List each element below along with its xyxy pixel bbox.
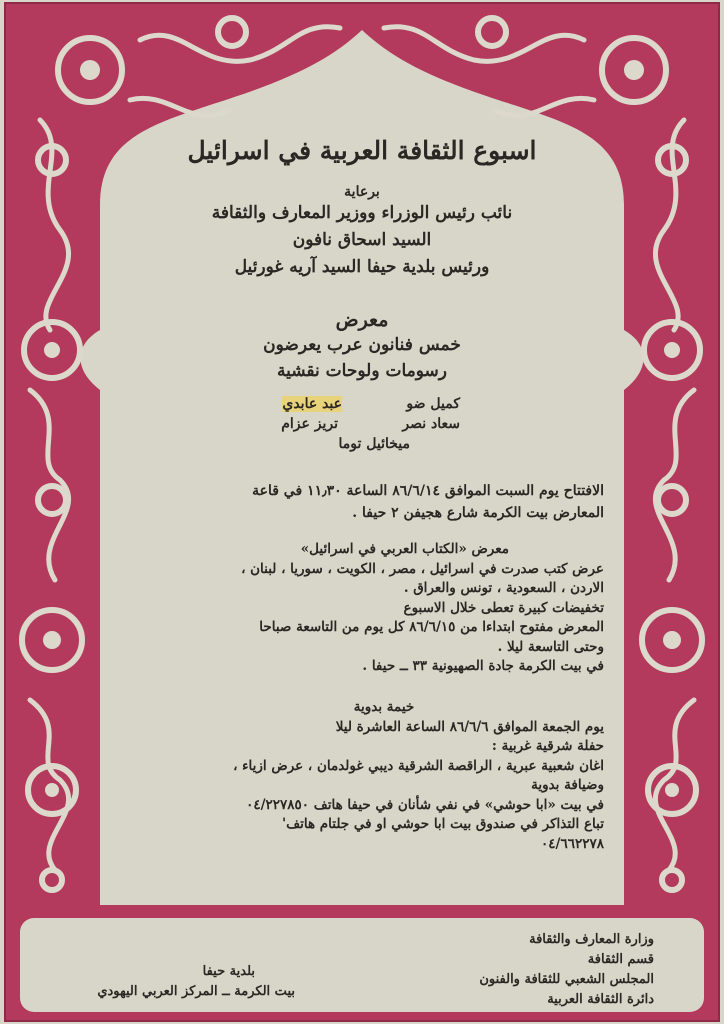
patronage-block [180, 184, 544, 281]
opening-line: الافتتاح يوم السبت الموافق ٨٦/٦/١٤ الساعة ١١٫٣٠ في قاعة [252, 483, 604, 499]
opening-line: المعارض بيت الكرمة شارع هجيفن ٢ حيفا . [352, 505, 604, 521]
tent-line: تباع التذاكر في صندوق بيت ابا حوشي او في جلتام هاتف' [282, 816, 604, 832]
tent-block [104, 698, 604, 854]
organizer-line: قسم الثقافة [587, 952, 654, 967]
tent-line: ٠٤/٦٦٢٢٧٨ [541, 835, 604, 852]
book-fair-line: المعرض مفتوح ابتداءا من ٨٦/٦/١٥ كل يوم من التاسعة صباحا [259, 619, 604, 635]
exhibition-heading: معرض [335, 309, 389, 331]
book-fair-line: الاردن ، السعودية ، تونس والعراق . [403, 580, 604, 596]
book-fair-line: وحتى التاسعة ليلا . [497, 638, 604, 655]
book-fair-line: عرض كتب صدرت في اسرائيل ، مصر ، الكويت ، سوريا ، لبنان ، [241, 560, 604, 577]
organizers-ministry [404, 930, 654, 1010]
patronage-line: نائب رئيس الوزراء ووزير المعارف والثقافة [211, 203, 513, 223]
exhibition-line: خمس فنانون عرب يعرضون [263, 335, 461, 355]
organizer-line: وزارة المعارف والثقافة [529, 932, 654, 947]
artist-name: كميل ضو [406, 396, 460, 412]
artist-name: عبد عابدي [282, 396, 342, 412]
artist-name: ميخائيل توما [338, 436, 410, 452]
opening-block [124, 480, 604, 524]
tent-heading: خيمة بدوية [353, 699, 415, 715]
tent-line: حفلة شرقية غربية : [491, 738, 604, 754]
organizers-municipality [65, 962, 295, 1002]
tent-line: وضيافة بدوية [531, 777, 604, 793]
poster-title: اسبوع الثقافة العربية في اسرائيل [187, 136, 537, 165]
organizer-line: دائرة الثقافة العربية [547, 992, 654, 1007]
artist-name: سعاد نصر [402, 416, 460, 432]
exhibition-line: رسومات ولوحات نقشية [277, 361, 447, 381]
patronage-line: السيد اسحاق نافون [292, 230, 432, 250]
organizer-line: بيت الكرمة ــ المركز العربي اليهودي [97, 984, 295, 999]
artists-list [240, 396, 460, 456]
book-fair-block [104, 540, 604, 677]
book-fair-line: في بيت الكرمة جادة الصهيونية ٣٣ ــ حيفا . [362, 658, 604, 674]
patronage-line: ورئيس بلدية حيفا السيد آريه غورئيل [234, 257, 490, 277]
organizer-line: بلدية حيفا [202, 964, 255, 979]
book-fair-heading: معرض «الكتاب العربي في اسرائيل» [300, 541, 509, 557]
tent-line: اغان شعبية عبرية ، الراقصة الشرقية ديبي غولدمان ، عرض ازياء ، [233, 757, 604, 774]
exhibition-block [200, 308, 524, 384]
book-fair-line: تخفيضات كبيرة تعطى خلال الاسبوع [403, 599, 604, 616]
organizer-line: المجلس الشعبي للثقافة والفنون [479, 972, 654, 987]
artist-name: تريز عزام [281, 416, 338, 432]
tent-line: يوم الجمعة الموافق ٨٦/٦/٦ الساعة العاشرة ليلا [335, 718, 604, 735]
tent-line: في بيت «ابا حوشي» في نفي شأنان في حيفا هاتف ٠٤/٢٢٧٨٥٠ [246, 796, 604, 813]
patronage-label: برعاية [344, 184, 380, 200]
